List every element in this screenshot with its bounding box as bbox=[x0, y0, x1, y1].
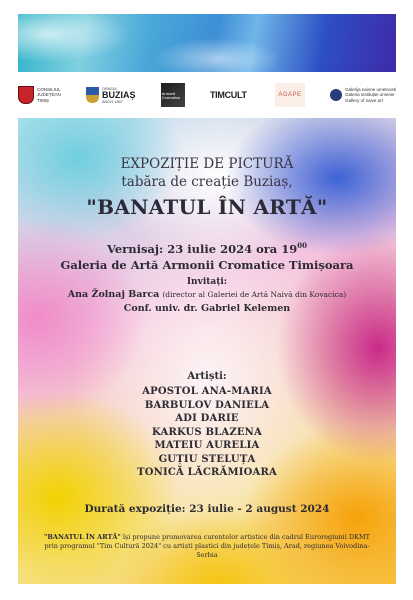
poster-content bbox=[18, 118, 396, 584]
poster-watercolor-background bbox=[18, 118, 396, 584]
artist-item: TONICĂ LĂCRĂMIOARA bbox=[137, 467, 277, 478]
title-line-2: tabăra de creație Buziaș, bbox=[121, 174, 293, 190]
vernisaj-date: Vernisaj: 23 iulie 2024 ora $19^{00}$ bbox=[106, 241, 308, 256]
galerija-mark-icon bbox=[330, 89, 342, 101]
artist-item: APOSTOL ANA-MARIA bbox=[142, 386, 272, 397]
exhibition-duration: Durată expoziție: 23 iulie - 2 august 2024 bbox=[84, 503, 330, 515]
artist-item: BARBULOV DANIELA bbox=[144, 399, 270, 411]
title-line-3: "BANATUL ÎN ARTĂ" bbox=[86, 195, 328, 219]
logo-strip bbox=[18, 78, 396, 112]
guest-2: Conf. univ. dr. Gabriel Kelemen bbox=[123, 303, 291, 314]
artists-list bbox=[18, 385, 396, 480]
footer-note: "BANATUL ÎN ARTĂ" își propune promovarea curentelor artistice din cadrul Euroregiunii DKMT prin programul "Tim Cultură 2024" cu artiști plastici din județele Timiș, Arad, regiunea Voivodina-Serbia bbox=[44, 533, 370, 559]
logo-galerija-naivne: Galerija naivne umetnosti Galeria instituției umenie Gallery of naive art bbox=[330, 87, 396, 104]
guests-label: Invitați: bbox=[186, 277, 228, 287]
gallery-name: Galeria de Artă Armonii Cromatice Timișoara bbox=[60, 258, 354, 272]
artist-item: GUȚIU STELUȚA bbox=[158, 453, 256, 465]
crest-icon bbox=[18, 86, 34, 104]
logo-armonii-cromatice: Armonii Cromatice bbox=[161, 83, 185, 107]
logo-agape: AGAPE bbox=[275, 83, 305, 107]
artist-item: KARKUS BLAZENA bbox=[152, 426, 262, 438]
artist-item: MATEIU AURELIA bbox=[154, 440, 260, 451]
top-watercolor-banner bbox=[18, 14, 396, 72]
logo-timcultura: TIMCULT bbox=[209, 90, 247, 100]
buzias-crest-icon bbox=[86, 87, 99, 103]
title-line-1: EXPOZIȚIE DE PICTURĂ bbox=[120, 156, 294, 172]
logo-orasul-buzias: ORAȘUL BUZIAȘ ANOO 1367 bbox=[86, 81, 136, 109]
guest-1: Ana Žolnaj Barca (director al Galeriei de Artă Naivă din Kovacica) bbox=[67, 289, 347, 300]
artists-label: Artiști: bbox=[187, 371, 227, 382]
artist-item: ADI DARIE bbox=[175, 413, 239, 424]
logo-consiliul-judetean: CONSILIUL JUDEȚEAN TIMIȘ bbox=[18, 81, 61, 109]
